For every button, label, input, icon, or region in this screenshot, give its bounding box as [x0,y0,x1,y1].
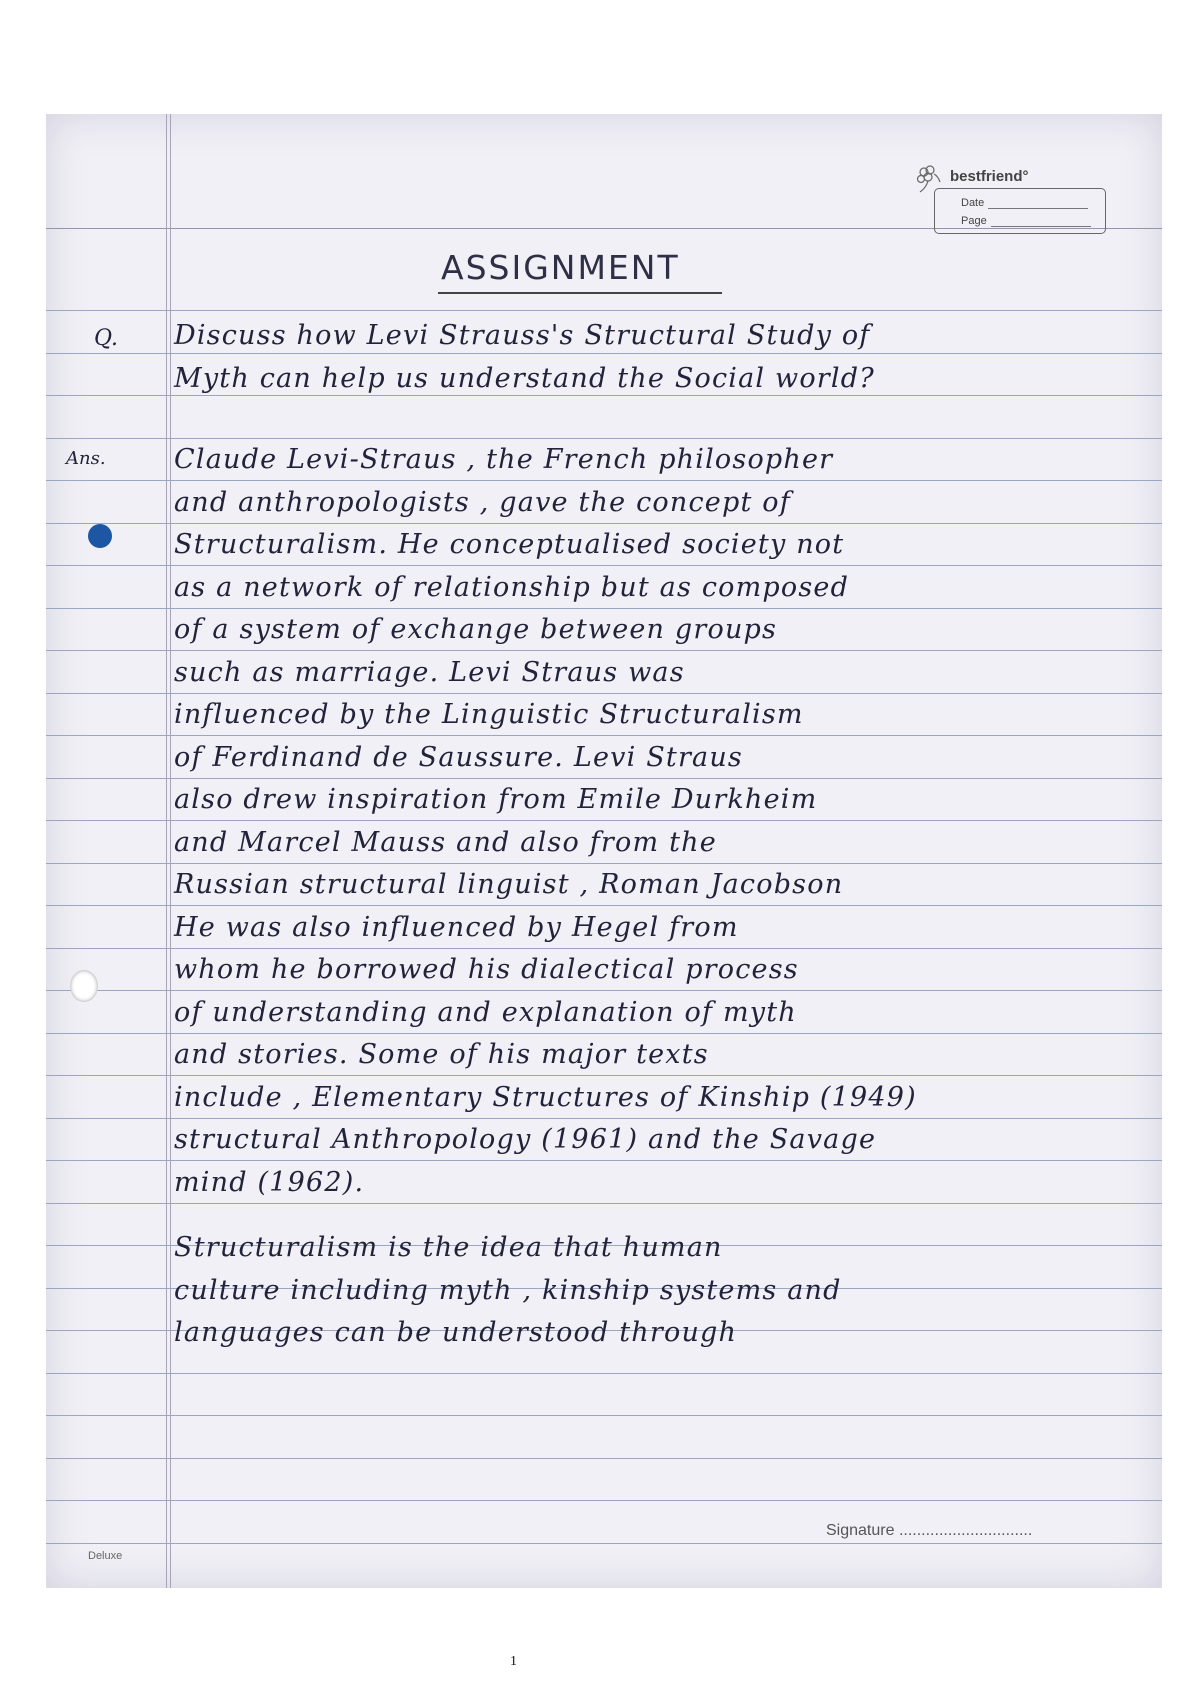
ruled-line [46,395,1162,396]
ruled-line [46,608,1162,609]
page-label: Page [961,215,987,227]
ruled-line [46,693,1162,694]
ruled-line [46,735,1162,736]
punch-hole [88,524,112,548]
ruled-line [46,1203,1162,1204]
answer-lines-line: such as marriage. Levi Straus was [174,656,685,688]
paragraph2-lines-line: culture including myth , kinship systems and [174,1274,842,1306]
answer-lines-line: include , Elementary Structures of Kinship (1949) [174,1081,917,1113]
ruled-line [46,905,1162,906]
brand-name: bestfriend° [950,168,1029,185]
ruled-line [46,948,1162,949]
ruled-line [46,1458,1162,1459]
notebook-page [46,114,1162,1588]
ruled-line [46,1373,1162,1374]
ruled-line [46,990,1162,991]
answer-lines-line: mind (1962). [174,1166,365,1198]
answer-lines-line: Claude Levi-Straus , the French philosopher [174,444,834,475]
answer-label: Ans. [66,448,106,469]
date-field [988,198,1088,209]
signature-line: Signature .............................. [826,1522,1033,1539]
answer-lines-line: Russian structural linguist , Roman Jacobson [174,869,844,900]
ruled-line [46,480,1162,481]
page-field [991,216,1091,227]
answer-lines-line: and Marcel Mauss and also from the [174,826,717,858]
answer-lines-line: of understanding and explanation of myth [174,996,797,1028]
ruled-line [46,1543,1162,1544]
ruled-line [46,310,1162,311]
answer-lines-line: and stories. Some of his major texts [174,1039,709,1070]
answer-lines-line: and anthropologists , gave the concept of [174,486,791,518]
page-number: 1 [510,1654,517,1669]
answer-lines-line: whom he borrowed his dialectical process [174,954,799,985]
ruled-line [46,1500,1162,1501]
ruled-line [46,778,1162,779]
question-label: Q. [94,326,118,351]
ruled-line [46,438,1162,439]
answer-lines-line: of a system of exchange between groups [174,614,778,645]
deluxe-label: Deluxe [88,1550,123,1562]
answer-lines-line: influenced by the Linguistic Structuralism [174,699,804,730]
ruled-line [46,523,1162,524]
question-lines-line: Discuss how Levi Strauss's Structural Study of [174,320,871,351]
ruled-line [46,820,1162,821]
ruled-line [46,1118,1162,1119]
answer-lines-line: also drew inspiration from Emile Durkheim [174,784,818,815]
paragraph2-lines-line: Structuralism is the idea that human [174,1232,723,1263]
ruled-line [46,565,1162,566]
brand-block [914,164,1138,234]
ruled-line [46,1415,1162,1416]
answer-lines-line: He was also influenced by Hegel from [174,911,739,943]
ruled-line [46,1033,1162,1034]
ruled-line [46,1160,1162,1161]
question-lines-line: Myth can help us understand the Social world? [174,362,875,394]
ruled-line [46,650,1162,651]
paragraph2-lines-line: languages can be understood through [174,1317,738,1348]
page-title: ASSIGNMENT [441,248,680,287]
punch-hole-empty [70,970,98,1002]
ruled-line [46,353,1162,354]
ruled-line [46,863,1162,864]
answer-lines-line: Structuralism. He conceptualised society not [174,529,845,560]
date-page-box [934,188,1106,234]
ruled-line [46,1075,1162,1076]
answer-lines-line: as a network of relationship but as composed [174,571,850,603]
margin-line-2 [170,114,171,1588]
margin-line [166,114,167,1588]
answer-lines-line: of Ferdinand de Saussure. Levi Straus [174,741,743,773]
title-underline [438,292,722,294]
answer-lines-line: structural Anthropology (1961) and the Savage [174,1124,877,1155]
date-label: Date [961,197,985,209]
